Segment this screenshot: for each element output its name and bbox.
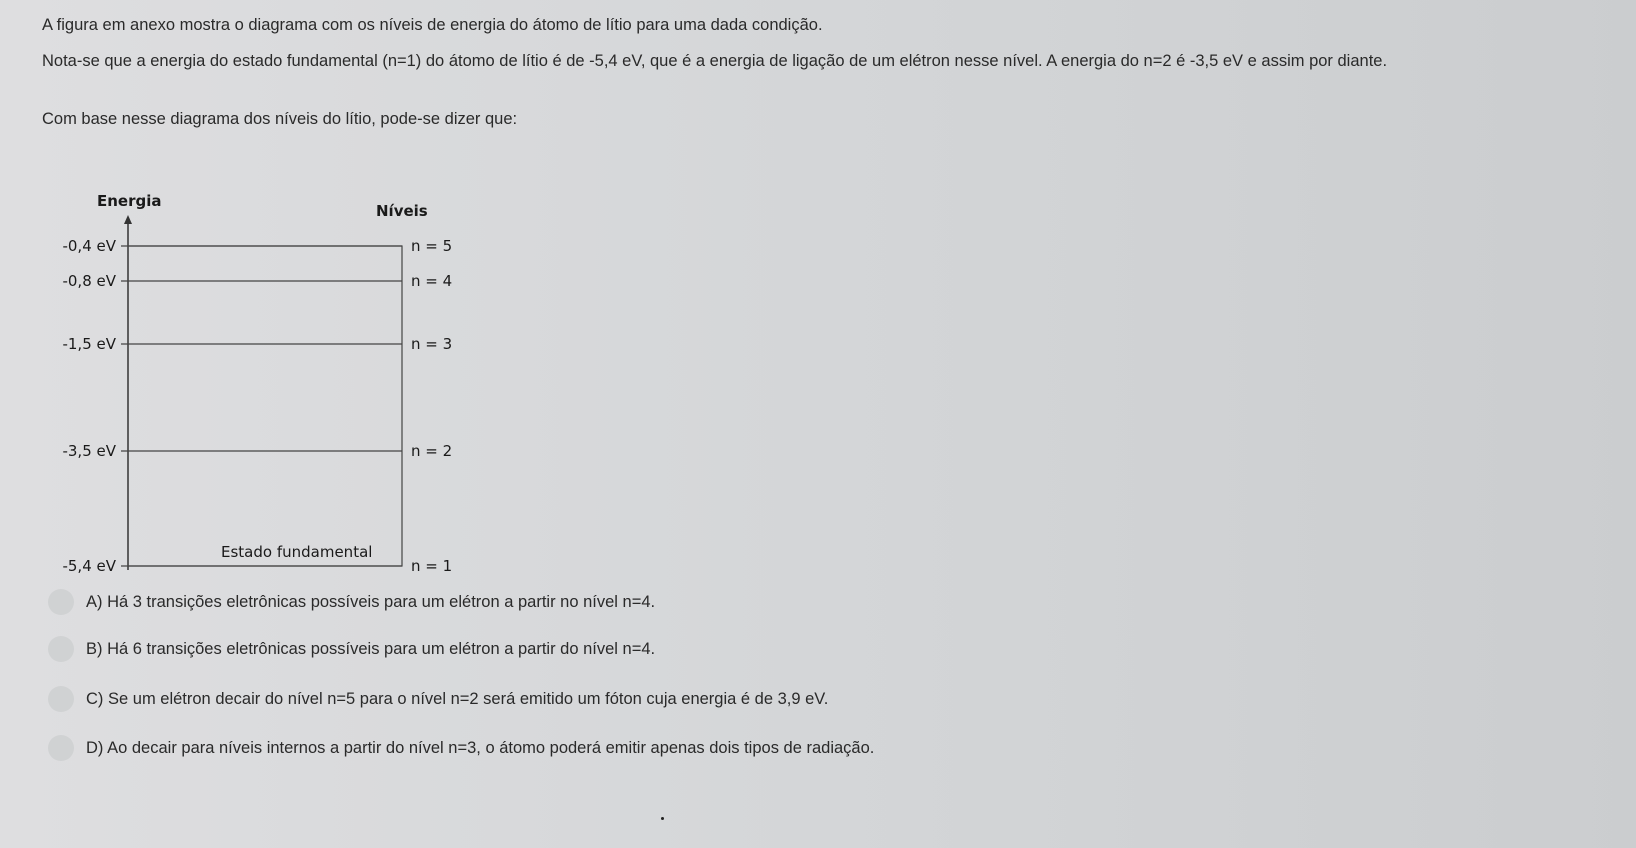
quantum-number-label: n = 5 [411, 237, 453, 255]
question-note: Nota-se que a energia do estado fundamental (n=1) do átomo de lítio é de -5,4 eV, que é a energia de ligação de um elétron nesse nível. A energia do n=2 é -3,5 eV e assim por diante. [42, 52, 1388, 70]
ground-state-label: Estado fundamental [221, 543, 373, 561]
energy-axis-arrowhead [124, 215, 132, 224]
y-axis-label: Energia [97, 192, 162, 210]
diagram-frame [128, 246, 402, 566]
option-c[interactable] [48, 685, 828, 713]
energy-value-label: -0,4 eV [62, 237, 116, 255]
option-b-label: B) Há 6 transições eletrônicas possíveis para um elétron a partir do nível n=4. [86, 639, 656, 658]
stray-dot [661, 817, 664, 820]
option-c-radio[interactable] [48, 686, 74, 712]
option-a-radio[interactable] [48, 589, 74, 615]
option-b[interactable] [48, 635, 655, 663]
option-b-radio[interactable] [48, 636, 74, 662]
quantum-number-label: n = 4 [411, 272, 453, 290]
levels-header: Níveis [376, 202, 428, 220]
question-prompt: Com base nesse diagrama dos níveis do lítio, pode-se dizer que: [42, 110, 518, 128]
quantum-number-label: n = 2 [411, 442, 453, 460]
option-c-label: C) Se um elétron decair do nível n=5 para o nível n=2 será emitido um fóton cuja energia é de 3,9 eV. [86, 689, 829, 708]
option-d-radio[interactable] [48, 735, 74, 761]
energy-level-diagram [0, 0, 500, 590]
energy-value-label: -1,5 eV [62, 335, 116, 353]
option-a[interactable] [48, 588, 655, 616]
energy-value-label: -5,4 eV [62, 557, 116, 575]
quantum-number-label: n = 3 [411, 335, 453, 353]
quantum-number-label: n = 1 [411, 557, 453, 575]
option-d[interactable] [48, 734, 874, 762]
energy-value-label: -0,8 eV [62, 272, 116, 290]
energy-value-label: -3,5 eV [62, 442, 116, 460]
question-intro: A figura em anexo mostra o diagrama com os níveis de energia do átomo de lítio para uma dada condição. [42, 16, 823, 34]
option-d-label: D) Ao decair para níveis internos a partir do nível n=3, o átomo poderá emitir apenas dois tipos de radiação. [86, 738, 875, 757]
option-a-label: A) Há 3 transições eletrônicas possíveis para um elétron a partir no nível n=4. [86, 592, 656, 611]
